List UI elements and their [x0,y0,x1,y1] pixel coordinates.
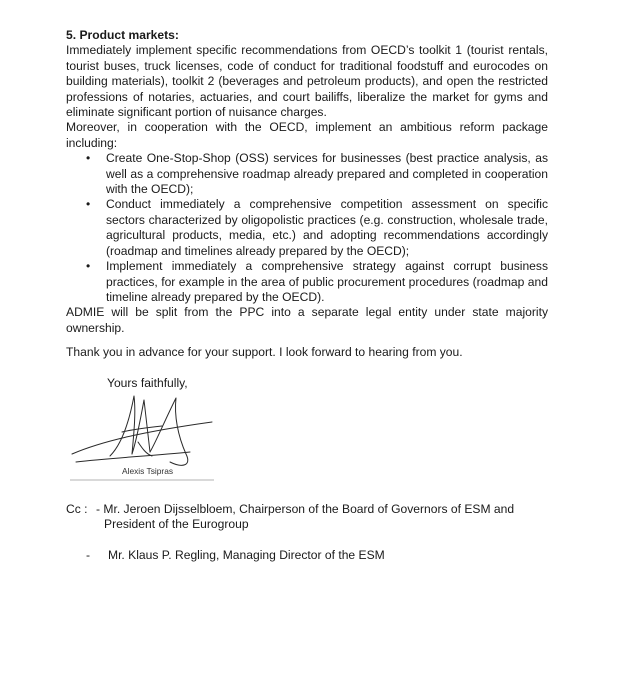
cc-entry2-dash: - [86,548,91,562]
cc-entry-dijsselbloem [66,502,536,532]
bullet-icon: • [86,197,91,212]
cc-entry1-line2: President of the Eurogroup [104,517,249,532]
cc-entry2-text: Mr. Klaus P. Regling, Managing Director of the ESM [108,548,385,562]
section-title: 5. Product markets: [66,28,179,42]
paragraph-toolkit-recommendations: Immediately implement specific recommendations from OECD’s toolkit 1 (tourist rentals, tourist buses, truck licenses, code of conduct for traditional foodstuff and eurocodes on building materials), toolkit 2 (beverages and petroleum products), and open the restricted professions of notaries, actuaries, and court bailiffs, liberalize the market for gyms and eliminate significant portion of nuisance charges. [66,43,548,120]
paragraph-admie: ADMIE will be split from the PPC into a separate legal entity under state majority ownership. [66,305,548,335]
bullet-icon: • [86,151,91,166]
bullet-text: Create One-Stop-Shop (OSS) services for businesses (best practice analysis, as well as a comprehensive roadmap already prepared and completed in cooperation with the OECD); [106,151,548,197]
letter-body [66,28,548,336]
bullet-text: Implement immediately a comprehensive strategy against corrupt business practices, for example in the area of public procurement procedures (roadmap and timeline already prepared by the OECD). [106,259,548,304]
paragraph-reform-package: Moreover, in cooperation with the OECD, implement an ambitious reform package including: [66,120,548,150]
signature [70,392,220,484]
bullet-item-competition [86,197,548,259]
cc-label: Cc : [66,502,88,516]
bullet-text: Conduct immediately a comprehensive competition assessment on specific sectors characterized by oligopolistic practices (e.g. construction, wholesale trade, agricultural products, media, etc.) and adopting recommendations accordingly (roadmap and timelines already prepared by the OECD); [106,197,548,258]
bullet-icon: • [86,259,91,274]
bullet-item-oss [86,151,548,197]
reform-bullet-list [66,151,548,305]
signature-name: Alexis Tsipras [122,466,174,476]
bullet-item-corruption [86,259,548,305]
closing-salutation: Yours faithfully, [107,376,188,390]
thanks-line: Thank you in advance for your support. I look forward to hearing from you. [66,345,463,359]
cc-entry1-line1: - Mr. Jeroen Dijsselbloem, Chairperson of the Board of Governors of ESM and [96,502,515,516]
